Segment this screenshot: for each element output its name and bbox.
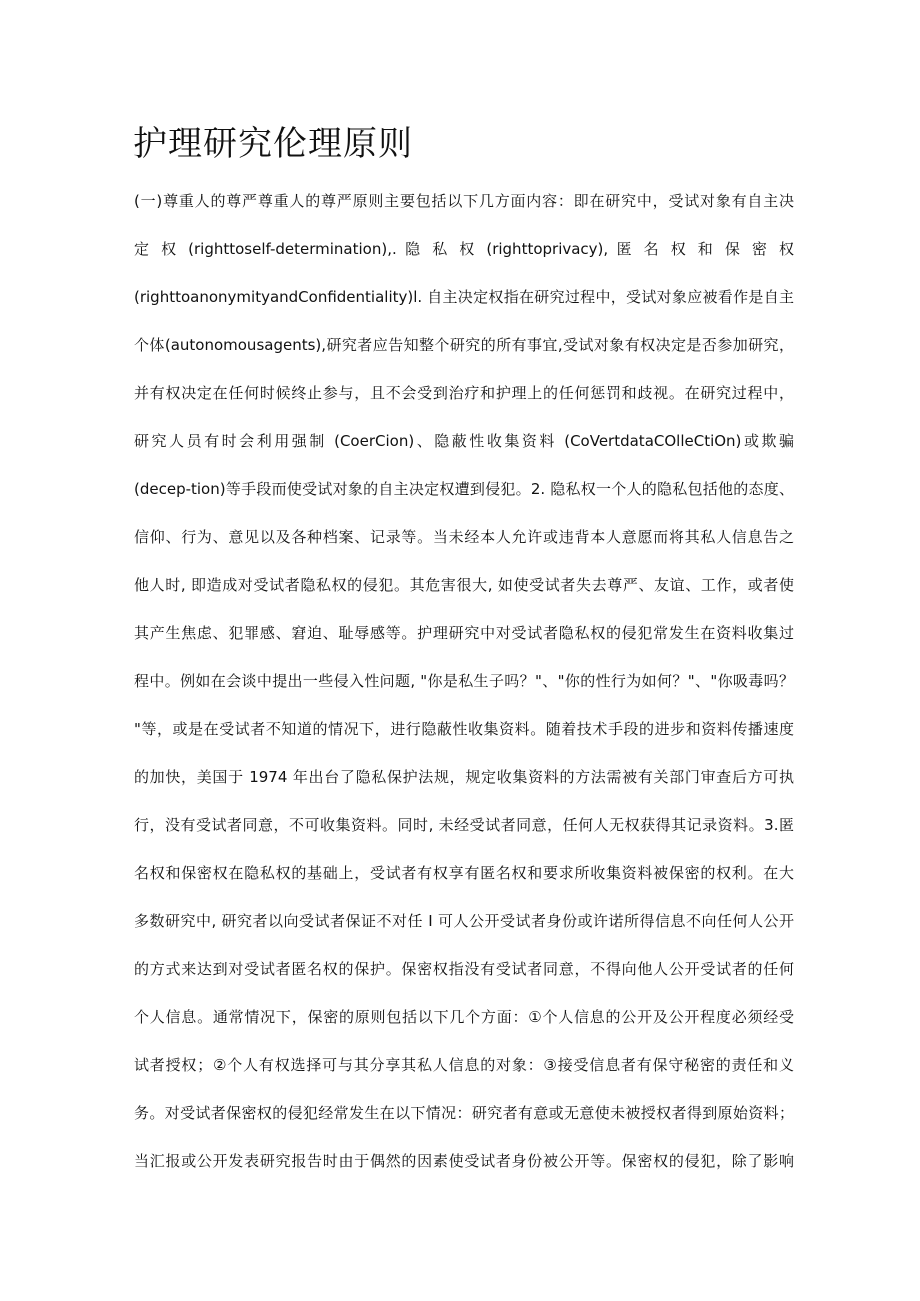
text-line: 个体(autonomousagents),研究者应告知整个研究的所有事宜,受试对象有权决定是否参加研究， — [134, 336, 794, 354]
text-line: 务。对受试者保密权的侵犯经常发生在以下情况：研究者有意或无意使未被授权者得到原始资料； — [134, 1104, 794, 1122]
text-line: 试者授权；②个人有权选择可与其分享其私人信息的对象：③接受信息者有保守秘密的责任和义 — [134, 1056, 794, 1074]
text-line: 的加快，美国于 1974 年出台了隐私保护法规，规定收集资料的方法需被有关部门审查后方可执 — [134, 768, 794, 786]
text-line: 并有权决定在任何时候终止参与，且不会受到治疗和护理上的任何惩罚和歧视。在研究过程中， — [134, 384, 794, 402]
text-line: 定 权 (righttoself-determination),. 隐 私 权 (righttoprivacy), 匿 名 权 和 保 密 权 — [134, 240, 794, 258]
text-line: 的方式来达到对受试者匿名权的保护。保密权指没有受试者同意，不得向他人公开受试者的任何 — [134, 960, 794, 978]
text-line: 个人信息。通常情况下，保密的原则包括以下几个方面：①个人信息的公开及公开程度必须经受 — [134, 1008, 794, 1026]
text-line: 当汇报或公开发表研究报告时由于偶然的因素使受试者身份被公开等。保密权的侵犯，除了影响 — [134, 1152, 794, 1170]
text-line: (一)尊重人的尊严尊重人的尊严原则主要包括以下几方面内容：即在研究中，受试对象有自主决 — [134, 192, 794, 210]
text-line: 行，没有受试者同意，不可收集资料。同时, 未经受试者同意，任何人无权获得其记录资料。3.匿 — [134, 816, 794, 834]
text-line: "等，或是在受试者不知道的情况下，进行隐蔽性收集资料。随着技术手段的进步和资料传播速度 — [134, 720, 794, 738]
text-line: 信仰、行为、意见以及各种档案、记录等。当未经本人允许或违背本人意愿而将其私人信息告之 — [134, 528, 794, 546]
text-line: 多数研究中, 研究者以向受试者保证不对任 I 可人公开受试者身份或许诺所得信息不向任何人公开 — [134, 912, 794, 930]
text-line: 程中。例如在会谈中提出一些侵入性问题, "你是私生子吗？"、"你的性行为如何？"、"你吸毒吗？ — [134, 672, 794, 690]
text-line: 名权和保密权在隐私权的基础上，受试者有权享有匿名权和要求所收集资料被保密的权利。在大 — [134, 864, 794, 882]
text-line: (decep-tion)等手段而使受试对象的自主决定权遭到侵犯。2. 隐私权一个人的隐私包括他的态度、 — [134, 480, 794, 498]
text-line: (righttoanonymityandConfidentiality)l. 自主决定权指在研究过程中，受试对象应被看作是自主 — [134, 288, 794, 306]
text-line: 研究人员有时会利用强制 (CoerCion)、隐蔽性收集资料 (CoVertdataCOlleCtiOn)或欺骗 — [134, 432, 794, 450]
body-paragraph — [134, 186, 794, 1194]
text-line: 他人时, 即造成对受试者隐私权的侵犯。其危害很大, 如使受试者失去尊严、友谊、工作，或者使 — [134, 576, 794, 594]
text-line: 其产生焦虑、犯罪感、窘迫、耻辱感等。护理研究中对受试者隐私权的侵犯常发生在资料收集过 — [134, 624, 794, 642]
page-title: 护理研究伦理原则 — [133, 124, 413, 164]
